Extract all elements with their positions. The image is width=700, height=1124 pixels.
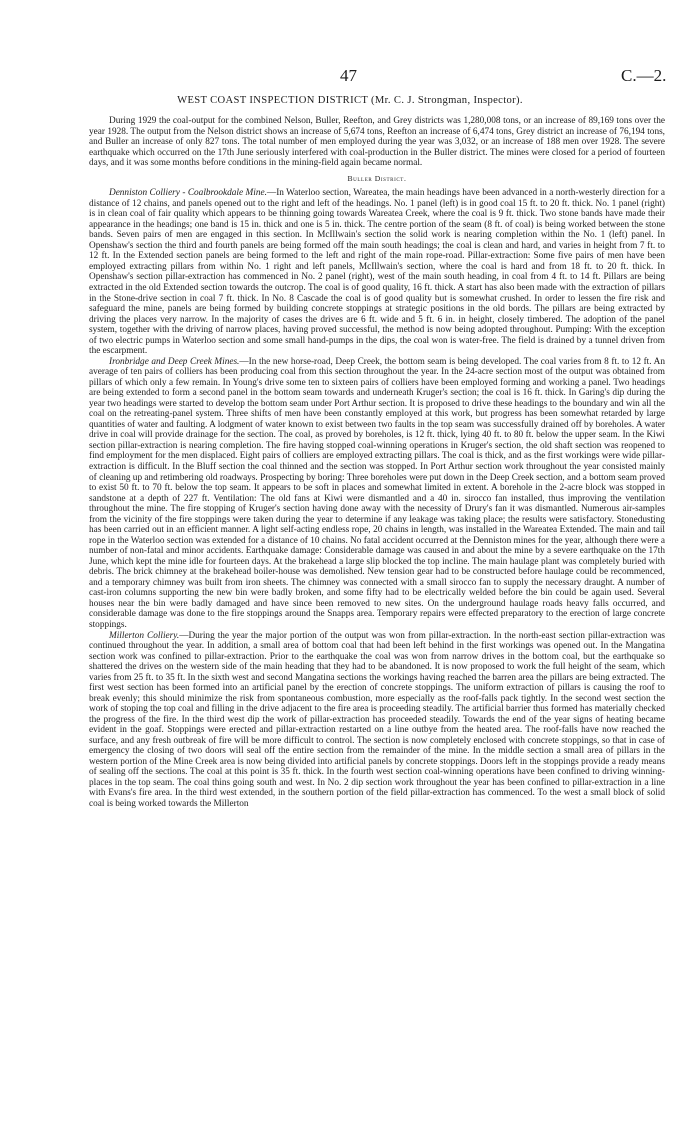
mine-text: —In the new horse-road, Deep Creek, the bottom seam is being developed. The coal varies from 8 ft. to 12 ft. An average of ten pairs of colliers has been producing coal from this section throughout the year. In the 24-acre section most of the output was obtained from pillars of which only a few remain. In Young's drive some ten to sixteen pairs of colliers have been employed forming and working a panel. Two headings are being extended to form a second panel in the bottom seam towards and underneath Kruger's section; the coal is 16 ft. thick. In Garing's dip during the year two headings were started to develop the bottom seam under Port Arthur section. It is proposed to drive these headings to the boundary and win all the coal on the retreating-panel system. Three shifts of men have been constantly employed at this work, but progress has been somewhat retarded by large quantities of water and faulting. A lodgment of water known to exist between two faults in the top seam was successfully drained off by boreholes. A water drive in coal will provide drainage for the section. The coal, as proved by boreholes, is 12 ft. thick, lying 40 ft. to 80 ft. below the upper seam. In the Kiwi section pillar-extraction is nearing completion. The fire having stopped coal-winning operations in Kruger's section, the old shaft section was reopened to find employment for the men displaced. Eight pairs of colliers are employed extracting pillars. The coal is thick, and as the first workings were wide pillar-extraction is difficult. In the Bluff section the coal thinned and the section was stopped. In Port Arthur section work throughout the year consisted mainly of cleaning up and retimbering old roadways. Prospecting by boring: Three boreholes were put down in the Deep Creek section, and a bottom seam proved to exist 50 ft. to 70 ft. below the top seam. It appears to be soft in places and somewhat limited in extent. A borehole in the 2-acre block was stopped in sandstone at a depth of 227 ft. Ventilation: The old fans at Kiwi were dismantled and a 40 in. sirocco fan installed, thus improving the ventilation throughout the mine. The fire stopping of Kruger's section having done away with the necessity of Drury's fan it was dismantled. Numerous air-samples from the vicinity of the fire stoppings were taken during the year to determine if any leakage was taking place; the results were satisfactory. Stonedusting has been carried out in an efficient manner. A light self-acting endless rope, 20 chains in length, was installed in the Wareatea Extended. The main and tail rope in the Waterloo section was extended for a distance of 10 chains. No fatal accident occurred at the Denniston mines for the year, although there were a number of non-fatal and minor accidents. Earthquake damage: Considerable damage was caused in and about the mine by a severe earthquake on the 17th June, which kept the mine idle for fourteen days. At the brakehead a large slip blocked the top incline. The main haulage plant was completely buried with debris. The brick chimney at the brakehead boiler-house was demolished. New tension gear had to be constructed before haulage could be recommenced, and a temporary chimney was built from iron sheets. The chimney was connected with a small sirocco fan to supply the necessary draught. A number of cast-iron columns supporting the new bin were badly broken, and some fifty had to be electrically welded before the bin could be again used. Several houses near the bin were badly damaged and have since been removed to new sites. On the underground haulage roads heavy falls occurred, and considerable damage was done to the fire stoppings around the Snapps area. Temporary repairs were effected preparatory to the erection of large concrete stoppings. [89, 356, 665, 630]
intro-paragraph: During 1929 the coal-output for the combined Nelson, Buller, Reefton, and Grey districts was 1,280,008 tons, or an increase of 89,169 tons over the year 1928. The output from the Nelson district shows an increase of 5,674 tons, Reefton an increase of 6,474 tons, Grey district an increase of 76,194 tons, and Buller an increase of only 827 tons. The total number of men employed during the year was 3,032, or an increase of 188 men over 1928. The severe earthquake which occurred on the 17th June seriously interfered with coal-production in the Buller district. The mines were closed for a period of fourteen days, and it was some months before conditions in the mining-field again became normal. [89, 116, 665, 169]
mine-paragraph-millerton [89, 631, 665, 810]
document-code: C.—2. [621, 66, 667, 85]
page-number: 47 [340, 66, 357, 85]
district-heading: Buller District. [347, 173, 407, 183]
mine-text: —In Waterloo section, Wareatea, the main headings have been advanced in a north-westerly direction for a distance of 12 chains, and panels opened out to the right and left of the headings. No. 1 panel (left) is in good coal 15 ft. to 20 ft. thick. No. 1 panel (right) is in clean coal of fair quality which appears to be thinning going towards Wareatea Creek, where the coal is 9 ft. thick. Two stone bands have made their appearance in the headings; one band is 15 in. thick and one is 5 in. thick. The centre portion of the seam (8 ft. of coal) is being worked between the stone bands. Seven pairs of men are engaged in this section. In McIllwain's section the solid work is nearing completion within the No. 1 (left) panel. In Openshaw's section the third and fourth panels are being formed off the main south headings; the coal is clean and hard, and varies in height from 7 ft. to 12 ft. In the Extended section panels are being formed to the left and right of the main rope-road. Pillar-extraction: Some five pairs of men have been employed extracting pillars from within No. 1 right and left panels, McIllwain's section, where the coal is hard and from 18 ft. to 20 ft. thick. In Openshaw's section pillar-extraction has commenced in No. 2 panel (right), west of the main south heading, in coal from 4 ft. to 14 ft. Pillars are being extracted in the old Extended section towards the outcrop. The coal is of good quality, 16 ft. thick. A start has also been made with the extraction of pillars in the Stone-drive section in coal 7 ft. thick. In No. 8 Cascade the coal is of good quality but is somewhat crushed. In order to lessen the fire risk and safeguard the mine, panels are being formed by building concrete stoppings at strategic positions in the old bords. The pillars are being extracted by driving the places very narrow. In the majority of cases the drives are 6 ft. wide and 5 ft. 6 in. in height, closely timbered. The adoption of the panel system, together with the driving of narrow places, having proved successful, the method is now being adopted throughout. Pumping: With the exception of two electric pumps in Waterloo section and some small hand-pumps in the dips, the coal won is water-free. The field is drained by a tunnel driven from the escarpment. [89, 188, 665, 357]
mine-name: Ironbridge and Deep Creek Mines. [109, 356, 240, 367]
mine-name: Millerton Colliery. [109, 630, 180, 641]
section-title: WEST COAST INSPECTION DISTRICT (Mr. C. J. Strongman, Inspector). [177, 95, 523, 106]
mine-paragraph-ironbridge [89, 357, 665, 631]
mine-name: Denniston Colliery - Coalbrookdale Mine. [109, 188, 267, 199]
mine-paragraph-denniston [89, 188, 665, 357]
body-text [89, 116, 665, 810]
mine-text: —During the year the major portion of the output was won from pillar-extraction. In the north-east section pillar-extraction was continued throughout the year. In addition, a small area of bottom coal that had been left behind in the first workings was opened out. In the Mangatina section work was confined to pillar-extraction. Prior to the earthquake the coal was won from narrow drives in the bottom coal, but the earthquake so shattered the drives on the western side of the main heading that they had to be abandoned. It is now proposed to work the full height of the seam, which varies from 25 ft. to 35 ft. In the sixth west and second Mangatina sections the workings having reached the barren area the pillars are being extracted. The first west section has been formed into an artificial panel by the erection of concrete stoppings. The uniform extraction of pillars is causing the roof to break evenly; this should minimize the risk from spontaneous combustion, more especially as the roof-falls pack tightly. In the second west section the work of stoping the top coal and filling in the drive adjacent to the fire area is proceeding steadily. The artificial barrier thus formed has materially checked the progress of the fire. In the third west dip the work of pillar-extraction has proceeded steadily. Towards the end of the year signs of heating became evident in the goaf. Stoppings were erected and pillar-extraction restarted on a line outbye from the heated area. The roof-falls have now reached the surface, and any fresh outbreak of fire will be more difficult to control. The section is now completely enclosed with concrete stoppings, so that in case of emergency the closing of two doors will seal off the entire section from the remainder of the mine. In the middle section a small area of pillars in the western portion of the Mine Creek area is now being divided into artificial panels by concrete stoppings. Doors left in the stoppings provide a ready means of sealing off the sections. The coal at this point is 35 ft. thick. In the fourth west section coal-winning operations have been confined to driving winning-places in the top seam. The coal thins going south and west. In No. 2 dip section work throughout the year has been confined to pillar-extraction in a line with Evans's fire area. In the third west extended, in the southern portion of the field pillar-extraction has commenced. To the west a small block of solid coal is being worked towards the Millerton [89, 630, 665, 809]
